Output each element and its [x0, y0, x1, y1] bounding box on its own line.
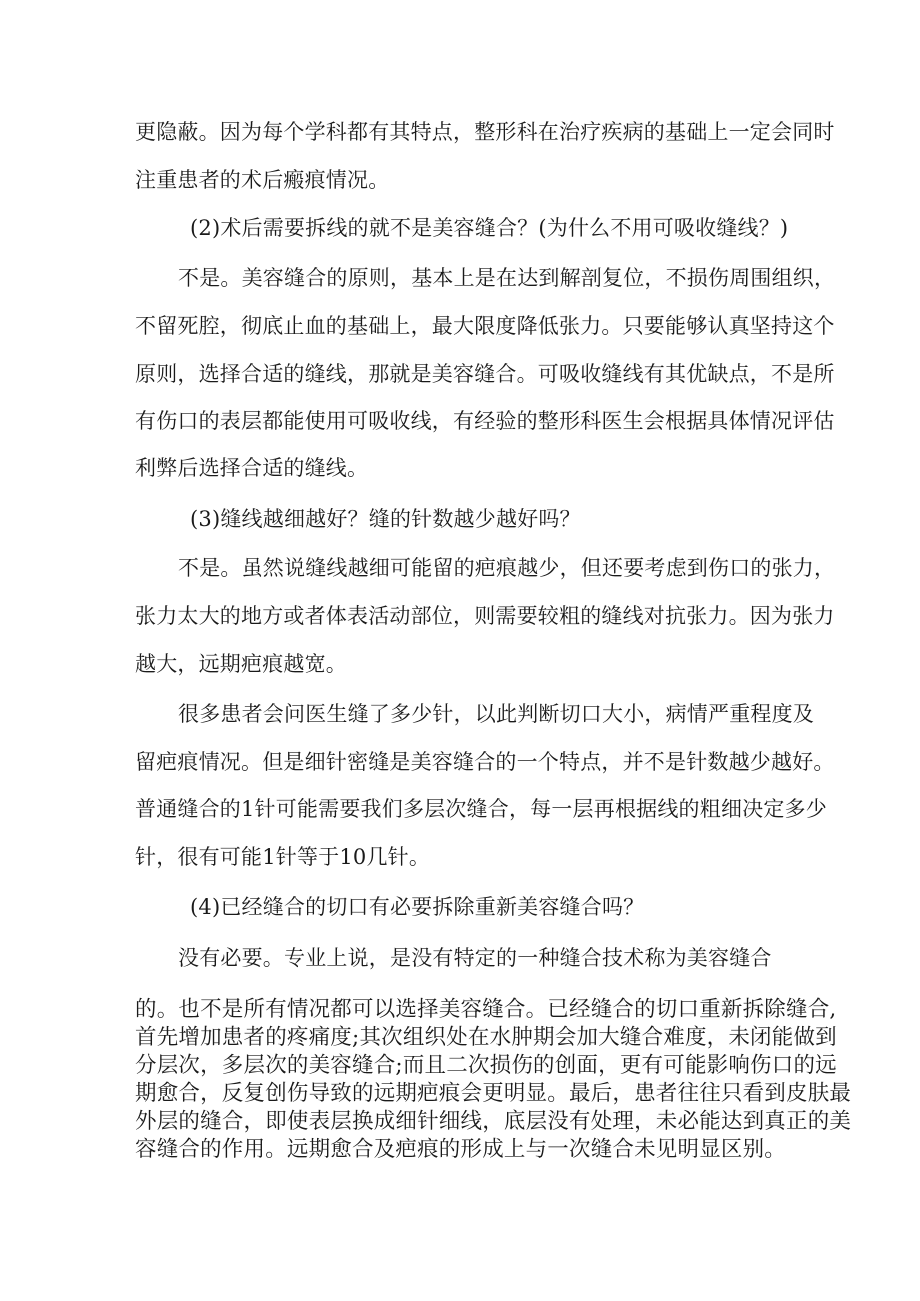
paragraph-line: 越大，远期疤痕越宽。	[135, 652, 347, 676]
paragraph-line: 外层的缝合，即使表层换成细针细线，底层没有处理，未必能达到真正的美	[135, 1109, 852, 1134]
paragraph-line: 留疤痕情况。但是细针密缝是美容缝合的一个特点，并不是针数越少越好。	[135, 750, 835, 774]
paragraph-line: 容缝合的作用。远期愈合及疤痕的形成上与一次缝合未见明显区别。	[135, 1137, 787, 1162]
paragraph-line: 首先增加患者的疼痛度;其次组织处在水肿期会加大缝合难度，未闭能做到	[135, 1025, 837, 1050]
question-heading-4: (4)已经缝合的切口有必要拆除重新美容缝合吗？	[190, 895, 645, 919]
paragraph-line: 不是。美容缝合的原则，基本上是在达到解剖复位，不损伤周围组织，	[178, 266, 836, 290]
paragraph-line: 张力太大的地方或者体表活动部位，则需要较粗的缝线对抗张力。因为张力	[135, 604, 835, 628]
paragraph-line: 原则，选择合适的缝线，那就是美容缝合。可吸收缝线有其优缺点，不是所	[135, 362, 835, 386]
question-heading-2: (2)术后需要拆线的就不是美容缝合？(为什么不用可吸收缝线？)	[190, 216, 789, 240]
paragraph-line: 利弊后选择合适的缝线。	[135, 456, 369, 480]
paragraph-line: 注重患者的术后瘢痕情况。	[135, 168, 390, 192]
paragraph-line: 不留死腔，彻底止血的基础上，最大限度降低张力。只要能够认真坚持这个	[135, 314, 835, 338]
paragraph-line: 更隐蔽。因为每个学科都有其特点，整形科在治疗疾病的基础上一定会同时	[135, 120, 835, 144]
paragraph-line: 不是。虽然说缝线越细可能留的疤痕越少，但还要考虑到伤口的张力，	[178, 556, 836, 580]
paragraph-line: 针，很有可能1针等于10几针。	[135, 845, 431, 869]
paragraph-line: 普通缝合的1针可能需要我们多层次缝合，每一层再根据线的粗细决定多少	[135, 797, 827, 821]
paragraph-line: 有伤口的表层都能使用可吸收线，有经验的整形科医生会根据具体情况评估	[135, 409, 835, 433]
paragraph-line: 没有必要。专业上说，是没有特定的一种缝合技术称为美容缝合	[178, 946, 772, 970]
paragraph-line: 分层次，多层次的美容缝合;而且二次损伤的创面，更有可能影响伤口的远	[135, 1053, 837, 1078]
paragraph-line: 的。也不是所有情况都可以选择美容缝合。已经缝合的切口重新拆除缝合,	[135, 997, 837, 1022]
question-heading-3: (3)缝线越细越好？缝的针数越少越好吗？	[190, 507, 581, 531]
paragraph-line: 期愈合，反复创伤导致的远期疤痕会更明显。最后，患者往往只看到皮肤最	[135, 1081, 852, 1106]
paragraph-line: 很多患者会问医生缝了多少针，以此判断切口大小，病情严重程度及	[178, 702, 814, 726]
